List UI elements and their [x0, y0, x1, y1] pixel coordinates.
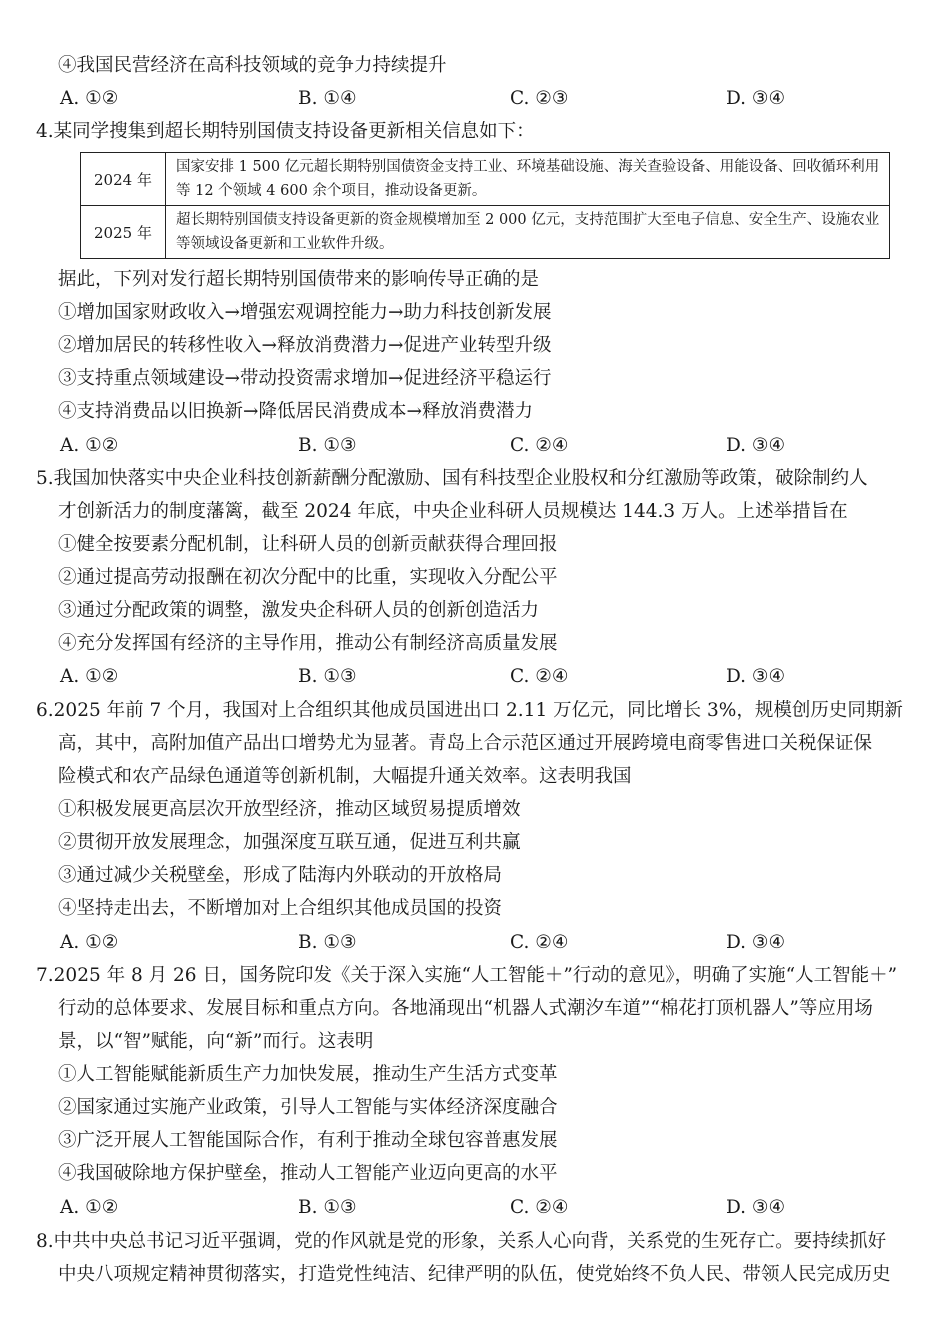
q5-option-b: B. ①③	[298, 666, 357, 687]
table-row	[81, 206, 890, 259]
q3-option-d: D. ③④	[726, 88, 786, 109]
q6-option-a: A. ①②	[60, 932, 119, 953]
q5-item-3: ③通过分配政策的调整，激发央企科研人员的创新创造活力	[58, 600, 540, 621]
q3-option-c: C. ②③	[510, 88, 569, 109]
q6-option-b: B. ①③	[298, 932, 357, 953]
table-year-cell: 2025 年	[81, 206, 166, 259]
q4-option-d: D. ③④	[726, 435, 786, 456]
q4-options	[60, 432, 880, 460]
q7-option-a: A. ①②	[60, 1197, 119, 1218]
q6-stem-line-3: 险模式和农产品绿色通道等创新机制，大幅提升通关效率。这表明我国	[58, 766, 632, 787]
table-row	[81, 153, 890, 206]
q5-stem-line-2: 才创新活力的制度藩篱，截至 2024 年底，中央企业科研人员规模达 144.3 万人。上述举措旨在	[58, 501, 848, 522]
q5-item-1: ①健全按要素分配机制，让科研人员的创新贡献获得合理回报	[58, 534, 558, 555]
q6-item-4: ④坚持走出去，不断增加对上合组织其他成员国的投资	[58, 898, 503, 919]
q4-info-table	[80, 152, 890, 259]
q5-item-4: ④充分发挥国有经济的主导作用，推动公有制经济高质量发展	[58, 633, 558, 654]
q6-item-3: ③通过减少关税壁垒，形成了陆海内外联动的开放格局	[58, 865, 503, 886]
q4-item-3: ③支持重点领域建设→带动投资需求增加→促进经济平稳运行	[58, 368, 552, 389]
q8-stem-line-1: 8.中共中央总书记习近平强调，党的作风就是党的形象，关系人心向背，关系党的生死存亡。要持续抓好	[36, 1231, 887, 1252]
q5-option-a: A. ①②	[60, 666, 119, 687]
q4-stem: 4.某同学搜集到超长期特别国债支持设备更新相关信息如下：	[36, 121, 535, 142]
q5-stem-line-1: 5.我国加快落实中央企业科技创新薪酬分配激励、国有科技型企业股权和分红激励等政策，破除制约人	[36, 468, 868, 489]
q7-stem-line-3: 景，以“智”赋能，向“新”而行。这表明	[58, 1031, 374, 1052]
q3-option-b: B. ①④	[298, 88, 357, 109]
q6-option-d: D. ③④	[726, 932, 786, 953]
q5-option-c: C. ②④	[510, 666, 569, 687]
q6-item-2: ②贯彻开放发展理念，加强深度互联互通，促进互利共赢	[58, 832, 521, 853]
q4-item-4: ④支持消费品以旧换新→降低居民消费成本→释放消费潜力	[58, 401, 534, 422]
q7-item-1: ①人工智能赋能新质生产力加快发展，推动生产生活方式变革	[58, 1064, 558, 1085]
q4-item-2: ②增加居民的转移性收入→释放消费潜力→促进产业转型升级	[58, 335, 552, 356]
q5-item-2: ②通过提高劳动报酬在初次分配中的比重，实现收入分配公平	[58, 567, 558, 588]
q7-item-2: ②国家通过实施产业政策，引导人工智能与实体经济深度融合	[58, 1097, 558, 1118]
q6-options	[60, 929, 880, 957]
q8-stem-line-2: 中央八项规定精神贯彻落实，打造党性纯洁、纪律严明的队伍，使党始终不负人民、带领人民完成历史	[58, 1264, 891, 1285]
q7-item-3: ③广泛开展人工智能国际合作，有利于推动全球包容普惠发展	[58, 1130, 558, 1151]
q4-prompt: 据此，下列对发行超长期特别国债带来的影响传导正确的是	[58, 269, 540, 290]
q6-option-c: C. ②④	[510, 932, 569, 953]
q5-options	[60, 663, 880, 691]
q4-option-b: B. ①③	[298, 435, 357, 456]
q7-option-d: D. ③④	[726, 1197, 786, 1218]
table-text-cell: 国家安排 1 500 亿元超长期特别国债资金支持工业、环境基础设施、海关查验设备、用能设备、回收循环利用等 12 个领域 4 600 余个项目，推动设备更新。	[166, 153, 890, 206]
q7-option-b: B. ①③	[298, 1197, 357, 1218]
q7-stem-line-2: 行动的总体要求、发展目标和重点方向。各地涌现出“机器人式潮汐车道”“棉花打顶机器人”等应用场	[58, 998, 873, 1019]
q6-item-1: ①积极发展更高层次开放型经济，推动区域贸易提质增效	[58, 799, 521, 820]
q4-item-1: ①增加国家财政收入→增强宏观调控能力→助力科技创新发展	[58, 302, 552, 323]
q4-option-a: A. ①②	[60, 435, 119, 456]
q5-option-d: D. ③④	[726, 666, 786, 687]
q6-stem-line-1: 6.2025 年前 7 个月，我国对上合组织其他成员国进出口 2.11 万亿元，同比增长 3%，规模创历史同期新	[36, 700, 903, 721]
q7-item-4: ④我国破除地方保护壁垒，推动人工智能产业迈向更高的水平	[58, 1163, 558, 1184]
q3-options	[60, 85, 880, 113]
q7-options	[60, 1194, 880, 1222]
q7-option-c: C. ②④	[510, 1197, 569, 1218]
table-text-cell: 超长期特别国债支持设备更新的资金规模增加至 2 000 亿元，支持范围扩大至电子信息、安全生产、设施农业等领域设备更新和工业软件升级。	[166, 206, 890, 259]
q3-item-4: ④我国民营经济在高科技领域的竞争力持续提升	[58, 55, 447, 76]
q3-option-a: A. ①②	[60, 88, 119, 109]
table-year-cell: 2024 年	[81, 153, 166, 206]
q6-stem-line-2: 高，其中，高附加值产品出口增势尤为显著。青岛上合示范区通过开展跨境电商零售进口关税保证保	[58, 733, 873, 754]
q4-option-c: C. ②④	[510, 435, 569, 456]
q7-stem-line-1: 7.2025 年 8 月 26 日，国务院印发《关于深入实施“人工智能＋”行动的意见》，明确了实施“人工智能＋”	[36, 965, 898, 986]
